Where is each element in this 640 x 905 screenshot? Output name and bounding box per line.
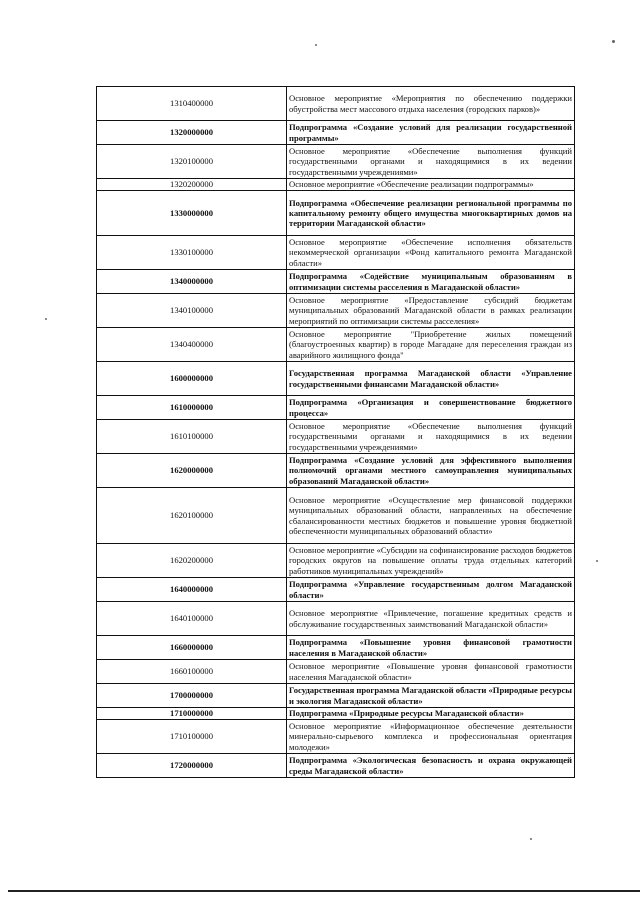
table-row xyxy=(97,328,575,362)
item-name: Основное мероприятие «Обеспечение выполнения функций государственными органами и находящимися в их ведении государственными учреждениями» xyxy=(287,145,575,179)
item-name: Подпрограмма «Повышение уровня финансовой грамотности населения в Магаданской области» xyxy=(287,636,575,660)
classification-code: 1330000000 xyxy=(97,191,287,236)
scan-speck xyxy=(596,560,598,562)
classification-code: 1660000000 xyxy=(97,636,287,660)
classification-code: 1620000000 xyxy=(97,454,287,488)
table-row xyxy=(97,488,575,544)
item-name: Подпрограмма «Обеспечение реализации региональной программы по капитальному ремонту общего имущества многоквартирных домов на территории Магаданской области» xyxy=(287,191,575,236)
item-name: Основное мероприятие «Обеспечение реализации подпрограммы» xyxy=(287,179,575,191)
item-name: Государственная программа Магаданской области «Управление государственными финансами Магаданской области» xyxy=(287,362,575,396)
table-row xyxy=(97,145,575,179)
table-body xyxy=(97,87,575,778)
item-name: Подпрограмма «Создание условий для эффективного выполнения полномочий органами местного самоуправления муниципальных образований Магаданской области» xyxy=(287,454,575,488)
table-row xyxy=(97,602,575,636)
classification-code: 1310400000 xyxy=(97,87,287,121)
classification-code: 1720000000 xyxy=(97,754,287,778)
item-name: Основное мероприятие «Мероприятия по обеспечению поддержки обустройства мест массового отдыха населения (городских парков)» xyxy=(287,87,575,121)
item-name: Основное мероприятие «Субсидии на софинансирование расходов бюджетов городских округов на повышение оплаты труда отдельных категорий работников муниципальных учреждений» xyxy=(287,544,575,578)
table-row xyxy=(97,636,575,660)
table-row xyxy=(97,121,575,145)
item-name: Подпрограмма «Экологическая безопасность и охрана окружающей среды Магаданской области» xyxy=(287,754,575,778)
classification-code: 1320000000 xyxy=(97,121,287,145)
item-name: Основное мероприятие «Предоставление субсидий бюджетам муниципальных образований Магаданской области в рамках реализации мероприятий по оптимизации системы расселения» xyxy=(287,294,575,328)
item-name: Основное мероприятие «Обеспечение выполнения функций государственными органами и находящимися в их ведении государственными учреждениями» xyxy=(287,420,575,454)
classification-code: 1320200000 xyxy=(97,179,287,191)
table-row xyxy=(97,294,575,328)
item-name: Основное мероприятие «Обеспечение исполнения обязательств некоммерческой организации «Фонд капитального ремонта Магаданской области» xyxy=(287,236,575,270)
classification-code: 1340100000 xyxy=(97,294,287,328)
item-name: Основное мероприятие «Информационное обеспечение деятельности минерально-сырьевого комплекса и профессиональная ориентация молодежи» xyxy=(287,720,575,754)
item-name: Основное мероприятие «Осуществление мер финансовой поддержки муниципальных образований области, направленных на обеспечение сбалансированности местных бюджетов и повышение уровня бюджетной обеспеченности муниципальных образований области» xyxy=(287,488,575,544)
item-name: Подпрограмма «Создание условий для реализации государственной программы» xyxy=(287,121,575,145)
item-name: Подпрограмма «Содействие муниципальным образованиям в оптимизации системы расселения в Магаданской области» xyxy=(287,270,575,294)
table-row xyxy=(97,454,575,488)
classification-code: 1710100000 xyxy=(97,720,287,754)
table-row xyxy=(97,720,575,754)
budget-classification-table xyxy=(96,86,575,778)
classification-code: 1330100000 xyxy=(97,236,287,270)
classification-code: 1620100000 xyxy=(97,488,287,544)
item-name: Подпрограмма «Организация и совершенствование бюджетного процесса» xyxy=(287,396,575,420)
classification-code: 1640100000 xyxy=(97,602,287,636)
table-row xyxy=(97,179,575,191)
classification-code: 1620200000 xyxy=(97,544,287,578)
scan-speck xyxy=(315,44,317,46)
table-row xyxy=(97,708,575,720)
scan-speck xyxy=(45,318,47,320)
item-name: Основное мероприятие "Приобретение жилых помещений (благоустроенных квартир) в городе Магадане для переселения граждан из аварийного жилищного фонда" xyxy=(287,328,575,362)
classification-code: 1340000000 xyxy=(97,270,287,294)
table-row xyxy=(97,544,575,578)
item-name: Основное мероприятие «Повышение уровня финансовой грамотности населения Магаданской области» xyxy=(287,660,575,684)
classification-code: 1320100000 xyxy=(97,145,287,179)
classification-code: 1710000000 xyxy=(97,708,287,720)
table-row xyxy=(97,684,575,708)
table-row xyxy=(97,270,575,294)
scan-speck xyxy=(612,40,615,43)
classification-code: 1660100000 xyxy=(97,660,287,684)
item-name: Подпрограмма «Природные ресурсы Магаданской области» xyxy=(287,708,575,720)
item-name: Государственная программа Магаданской области «Природные ресурсы и экология Магаданской области» xyxy=(287,684,575,708)
table-row xyxy=(97,420,575,454)
classification-code: 1610100000 xyxy=(97,420,287,454)
scan-speck xyxy=(530,838,532,840)
table-row xyxy=(97,191,575,236)
classification-code: 1600000000 xyxy=(97,362,287,396)
classification-code: 1340400000 xyxy=(97,328,287,362)
table-row xyxy=(97,754,575,778)
item-name: Подпрограмма «Управление государственным долгом Магаданской области» xyxy=(287,578,575,602)
table-row xyxy=(97,578,575,602)
item-name: Основное мероприятие «Привлечение, погашение кредитных средств и обслуживание государственных заимствований Магаданской области» xyxy=(287,602,575,636)
classification-code: 1640000000 xyxy=(97,578,287,602)
page-edge-line xyxy=(8,890,640,892)
table-row xyxy=(97,87,575,121)
table-row xyxy=(97,660,575,684)
table-row xyxy=(97,362,575,396)
table-row xyxy=(97,396,575,420)
table-row xyxy=(97,236,575,270)
classification-code: 1610000000 xyxy=(97,396,287,420)
classification-code: 1700000000 xyxy=(97,684,287,708)
